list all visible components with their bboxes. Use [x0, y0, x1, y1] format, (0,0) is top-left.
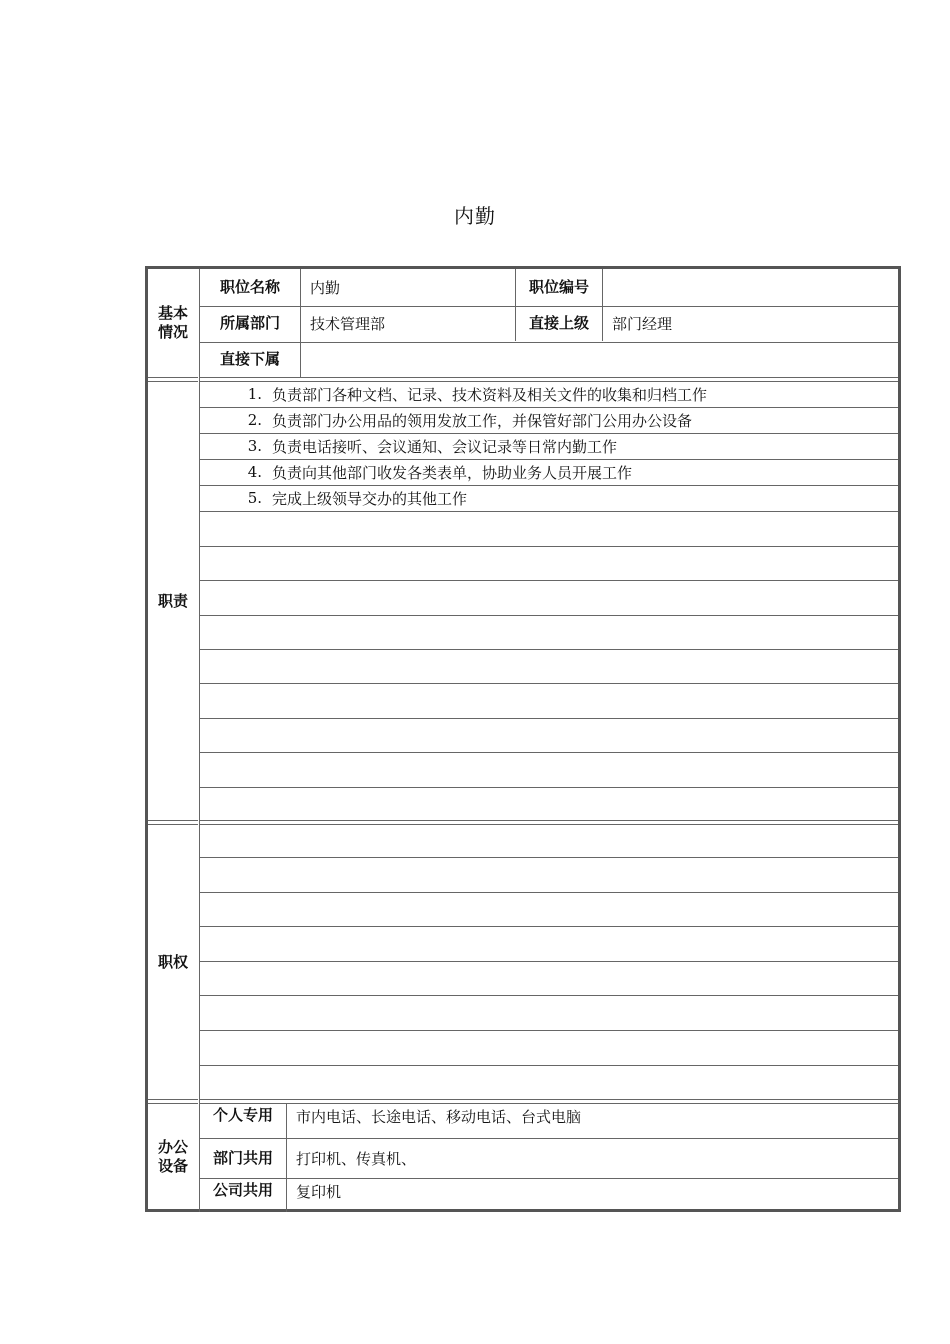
row-divider: [200, 857, 898, 858]
company-equipment-label: 公司共用: [212, 1181, 273, 1199]
section-label-authority: 职权: [157, 952, 188, 971]
row-divider: [200, 787, 898, 788]
row-divider: [200, 683, 898, 684]
row-divider: [200, 1065, 898, 1066]
position-code-label: 职位编号: [528, 277, 589, 296]
duty-item-1: [200, 381, 898, 407]
row-divider: [200, 511, 898, 512]
position-name-value: 内勤: [310, 278, 341, 297]
row-divider: [200, 995, 898, 996]
row-divider: [200, 892, 898, 893]
subordinate-value: [302, 341, 898, 377]
position-name-label: 职位名称: [219, 277, 280, 296]
row-divider: [200, 407, 898, 408]
duty-number: 1.: [247, 385, 262, 403]
row-divider: [200, 342, 898, 343]
position-code-value: [604, 269, 898, 305]
company-equipment-value: 复印机: [296, 1183, 342, 1201]
duty-number: 5.: [247, 489, 262, 507]
row-divider: [200, 752, 898, 753]
job-description-form: [145, 266, 901, 1212]
row-divider: [200, 926, 898, 927]
row-divider: [200, 546, 898, 547]
row-divider: [200, 961, 898, 962]
document-title: 内勤: [454, 204, 496, 228]
divider: [300, 341, 301, 377]
duty-number: 3.: [247, 437, 262, 455]
duty-item-4: [200, 459, 898, 485]
row-divider: [200, 718, 898, 719]
row-divider: [200, 433, 898, 434]
duty-text: 负责向其他部门收发各类表单，协助业务人员开展工作: [272, 463, 633, 482]
duty-text: 负责电话接听、会议通知、会议记录等日常内勤工作: [272, 437, 618, 456]
department-value: 技术管理部: [310, 314, 386, 333]
duty-item-5: [200, 485, 898, 511]
divider: [602, 269, 603, 341]
duty-item-3: [200, 433, 898, 459]
personal-equipment-label: 个人专用: [212, 1106, 273, 1124]
personal-equipment-value: 市内电话、长途电话、移动电话、台式电脑: [296, 1108, 582, 1126]
section-divider: [200, 820, 898, 825]
department-equipment-value: 打印机、传真机、: [296, 1149, 417, 1168]
section-label-equipment: 办公 设备: [157, 1138, 188, 1175]
section-label-basic-info: 基本 情况: [157, 304, 188, 341]
supervisor-label: 直接上级: [528, 313, 589, 332]
duty-text: 完成上级领导交办的其他工作: [272, 489, 468, 508]
divider: [515, 269, 516, 341]
row-divider: [200, 580, 898, 581]
row-divider: [200, 306, 898, 307]
duty-text: 负责部门办公用品的领用发放工作，并保管好部门公用办公设备: [272, 411, 693, 430]
row-divider: [200, 485, 898, 486]
duty-text: 负责部门各种文档、记录、技术资料及相关文件的收集和归档工作: [272, 385, 708, 404]
divider: [300, 269, 301, 341]
duty-number: 4.: [247, 463, 262, 481]
duty-number: 2.: [247, 411, 262, 429]
row-divider: [200, 615, 898, 616]
duty-item-2: [200, 407, 898, 433]
department-equipment-label: 部门共用: [212, 1148, 273, 1167]
row-divider: [200, 1030, 898, 1031]
department-label: 所属部门: [219, 313, 280, 332]
row-divider: [200, 459, 898, 460]
supervisor-value: 部门经理: [612, 314, 673, 333]
row-divider: [200, 649, 898, 650]
divider: [286, 1103, 287, 1212]
subordinate-label: 直接下属: [219, 349, 280, 368]
section-label-duties: 职责: [157, 591, 188, 610]
